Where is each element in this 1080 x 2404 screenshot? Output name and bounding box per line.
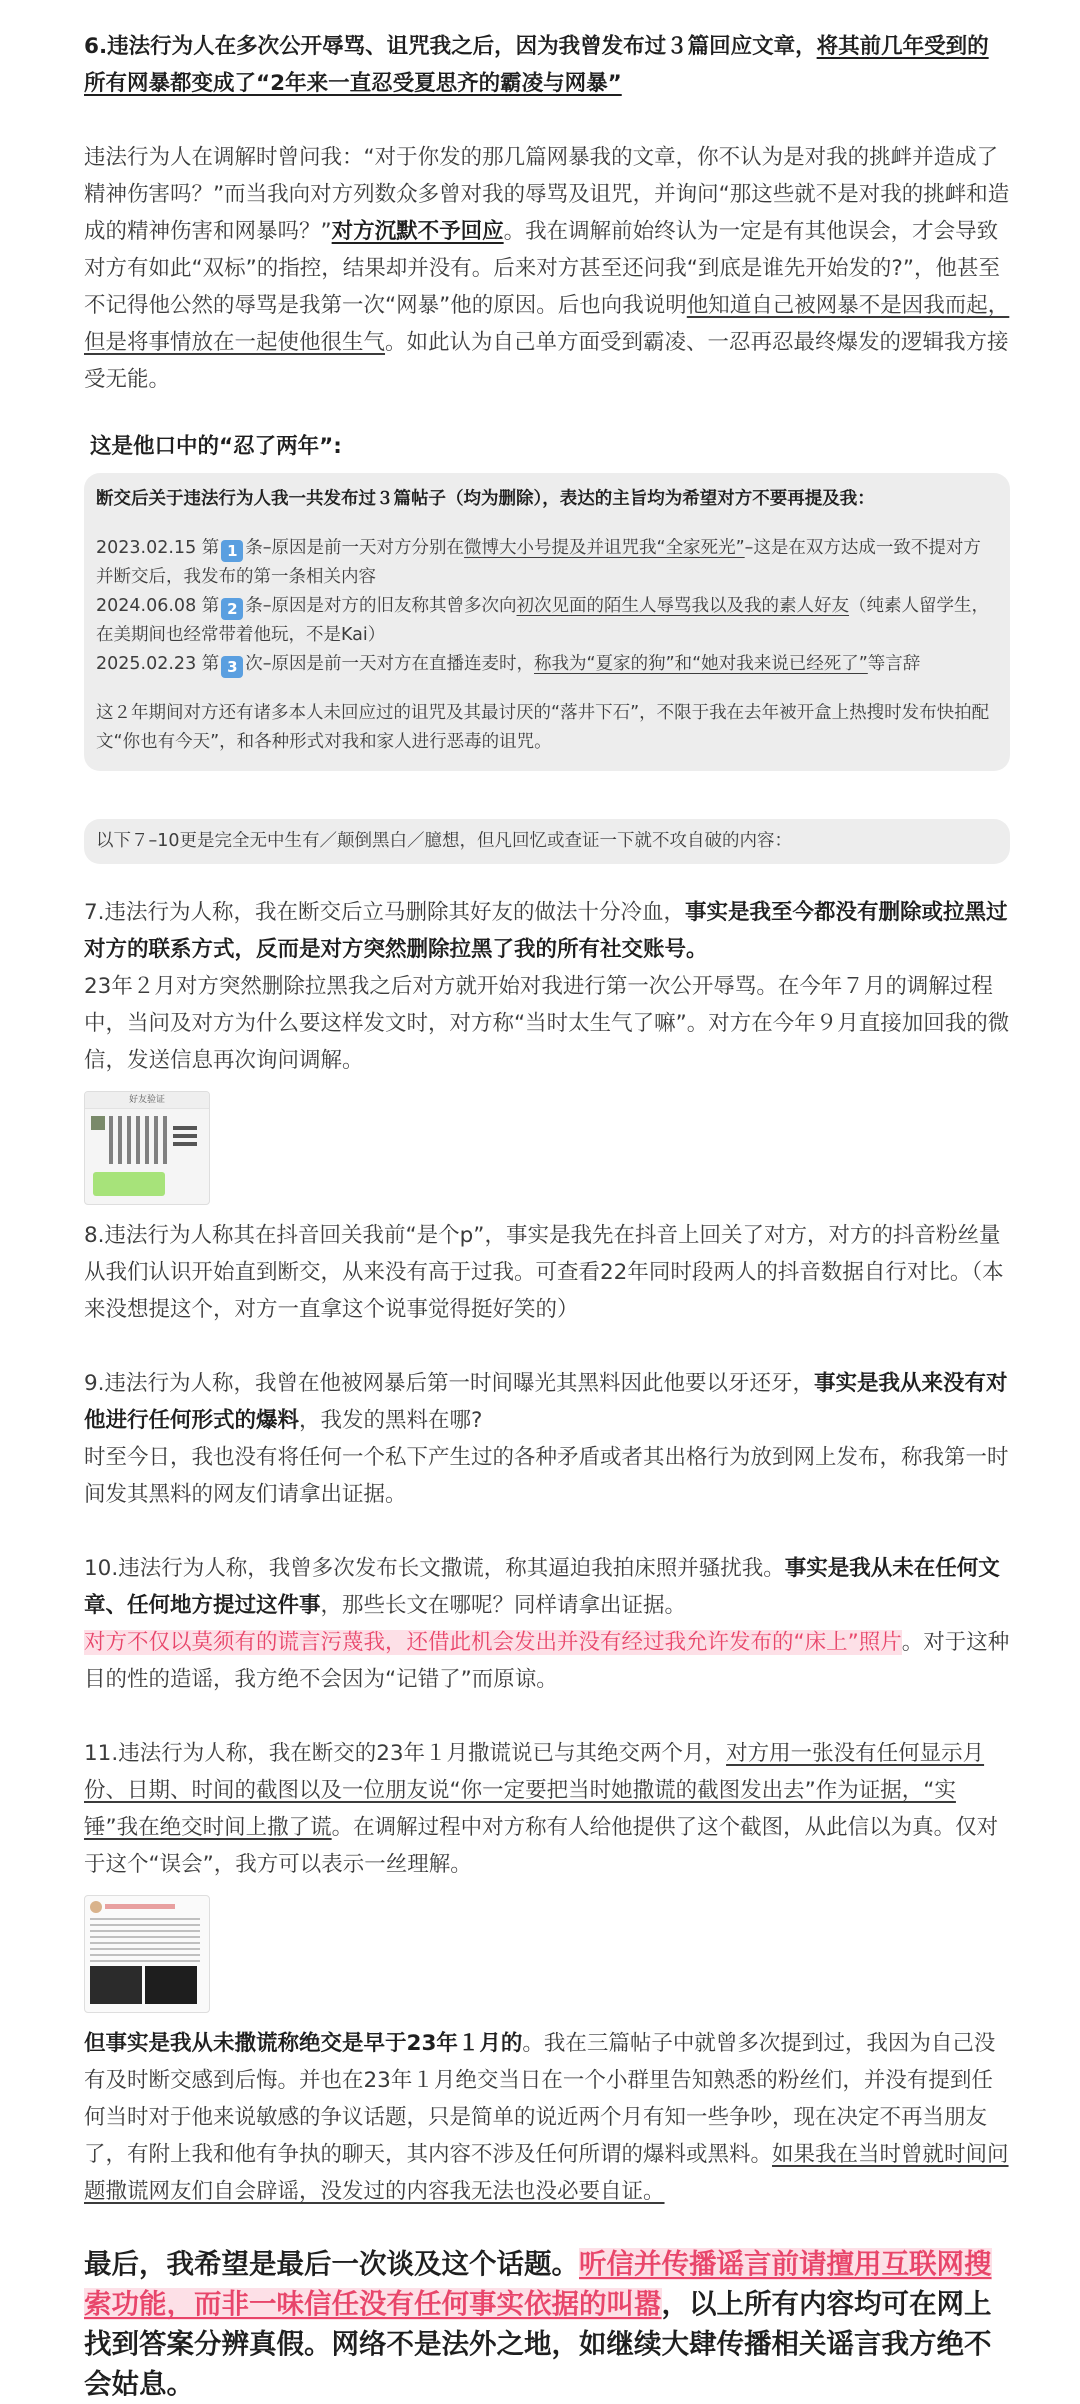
screenshot-qr-code: [173, 1122, 197, 1146]
screenshot-photo-1: [90, 1966, 142, 2004]
post-item-1: 2023.02.15 第 1 条–原因是前一天对方分别在微博大小号提及并诅咒我“全家死光”–这是在双方达成一致不提对方并断交后，我发布的第一条相关内容: [96, 538, 981, 587]
section-10: 10.违法行为人称，我曾多次发布长文撒谎，称其逼迫我拍床照并骚扰我。事实是我从未在任何文章、任何地方提过这件事，那些长文在哪呢？同样请拿出证据。 对方不仅以莫须有的谎言污蔑我，还借此机会发出并没有经过我允许发布的“床上”照片。对于这种目的性的造谣，我方绝不会因为“记错了”而原谅。: [84, 1556, 1010, 1692]
notice-box: [84, 819, 1010, 864]
wechat-screenshot-image: [84, 1091, 210, 1205]
section-6-title: 6.违法行为人在多次公开辱骂、诅咒我之后，因为我曾发布过３篇回应文章，将其前几年受到的所有网暴都变成了“2年来一直忍受夏思齐的霸凌与网暴”: [84, 34, 989, 96]
screenshot-photo-2: [145, 1966, 197, 2004]
screenshot-avatar-2: [90, 1901, 102, 1913]
section-11: 11.违法行为人称，我在断交的23年１月撒谎说已与其绝交两个月，对方用一张没有任何显示月份、日期、时间的截图以及一位朋友说“你一定要把当时她撒谎的截图发出去”作为证据，“实锤”我在绝交时间上撒了谎。在调解过程中对方称有人给他提供了这个截图，从此信以为真。仅对于这个“误会”，我方可以表示一丝理解。: [84, 1741, 999, 1877]
post-item-3: 2025.02.23 第 3 次–原因是前一天对方在直播连麦时，称我为“夏家的狗”和“她对我来说已经死了”等言辞: [96, 654, 921, 676]
highlighted-red-text: 对方不仅以莫须有的谎言污蔑我，还借此机会发出并没有经过我允许发布的“床上”照片: [84, 1630, 902, 1655]
number-1-icon: 1: [221, 540, 243, 562]
final-statement: 最后，我希望是最后一次谈及这个话题。听信并传播谣言前请擅用互联网搜索功能，而非一味信任没有任何事实依据的叫嚣，以上所有内容均可在网上找到答案分辨真假。网络不是法外之地，如继续大肆传播相关谣言我方绝不会姑息。: [84, 2248, 992, 2400]
section-6-body: 违法行为人在调解时曾问我：“对于你发的那几篇网暴我的文章，你不认为是对我的挑衅并造成了精神伤害吗？”而当我向对方列数众多曾对我的辱骂及诅咒，并询问“那这些就不是对我的挑衅和造成的精神伤害和网暴吗？”对方沉默不予回应。我在调解前始终认为一定是有其他误会，才会导致对方有如此“双标”的指控，结果却并没有。后来对方甚至还问我“到底是谁先开始发的?”，他甚至不记得他公然的辱骂是我第一次“网暴”他的原因。后也向我说明他知道自己被网暴不是因我而起，但是将事情放在一起使他很生气。如此认为自己单方面受到霸凌、一忍再忍最终爆发的逻辑我方接受无能。: [84, 145, 1010, 392]
screenshot-avatar: [91, 1116, 105, 1130]
screenshot-header: 好友验证: [85, 1092, 209, 1109]
posts-history-box: [84, 473, 1010, 771]
screenshot-message-bubble: [93, 1172, 165, 1196]
section-7: 7.违法行为人称，我在断交后立马删除其好友的做法十分冷血，事实是我至今都没有删除或拉黑过对方的联系方式，反而是对方突然删除拉黑了我的所有社交账号。 23年２月对方突然删除拉黑我之后对方就开始对我进行第一次公开辱骂。在今年７月的调解过程中，当问及对方为什么要这样发文时，对方称“当时太生气了嘛”。对方在今年９月直接加回我的微信，发送信息再次询问调解。: [84, 900, 1010, 1073]
post-item-2: 2024.06.08 第 2 条–原因是对方的旧友称其曾多次向初次见面的陌生人辱骂我以及我的素人好友（纯素人留学生，在美期间也经常带着他玩，不是Kai）: [96, 596, 990, 645]
section-9: 9.违法行为人称，我曾在他被网暴后第一时间曝光其黑料因此他要以牙还牙，事实是我从来没有对他进行任何形式的爆料，我发的黑料在哪? 时至今日，我也没有将任何一个私下产生过的各种矛盾或者其出格行为放到网上发布，称我第一时间发其黑料的网友们请拿出证据。: [84, 1371, 1009, 1507]
notice-text: 以下７–10更是完全无中生有／颠倒黑白／臆想，但凡回忆或查证一下就不攻自破的内容：: [96, 831, 793, 851]
screenshot-qr-blur: [109, 1116, 169, 1164]
number-3-icon: 3: [221, 656, 243, 678]
section-11-continued: 但事实是我从未撒谎称绝交是早于23年１月的。我在三篇帖子中就曾多次提到过，我因为自己没有及时断交感到后悔。并也在23年１月绝交当日在一个小群里告知熟悉的粉丝们，并没有提到任何当时对于他来说敏感的争议话题，只是简单的说近两个月有知一些争吵，现在决定不再当朋友了，有附上我和他有争执的聊天，其内容不涉及任何所谓的爆料或黑料。如果我在当时曾就时间问题撒谎网友们自会辟谣，没发过的内容我无法也没必要自证。: [84, 2031, 1009, 2204]
two-years-heading: 这是他口中的“忍了两年”:: [90, 434, 342, 459]
screenshot-username: [105, 1904, 175, 1909]
weibo-screenshot-image: [84, 1895, 210, 2013]
section-6-title-underlined: 将其前几年受到的所有网暴都变成了“2年来一直忍受夏思齐的霸凌与网暴”: [84, 34, 989, 96]
number-2-icon: 2: [221, 598, 243, 620]
final-highlight: 听信并传播谣言前请擅用互联网搜索功能，而非一味信任没有任何事实依据的叫嚣: [84, 2248, 992, 2320]
box-closing: 这２年期间对方还有诸多本人未回应过的诅咒及其最讨厌的“落井下石”，不限于我在去年被开盒上热搜时发布快拍配文“你也有今天”，和各种形式对我和家人进行恶毒的诅咒。: [96, 703, 990, 752]
box-intro: 断交后关于违法行为人我一共发布过３篇帖子（均为删除），表达的主旨均为希望对方不要再提及我：: [96, 489, 875, 509]
screenshot-text-lines: [90, 1918, 200, 1962]
section-8: 8.违法行为人称其在抖音回关我前“是个p”，事实是我先在抖音上回关了对方，对方的抖音粉丝量从我们认识开始直到断交，从来没有高于过我。可查看22年同时段两人的抖音数据自行对比。（本来没想提这个，对方一直拿这个说事觉得挺好笑的）: [84, 1223, 1004, 1322]
